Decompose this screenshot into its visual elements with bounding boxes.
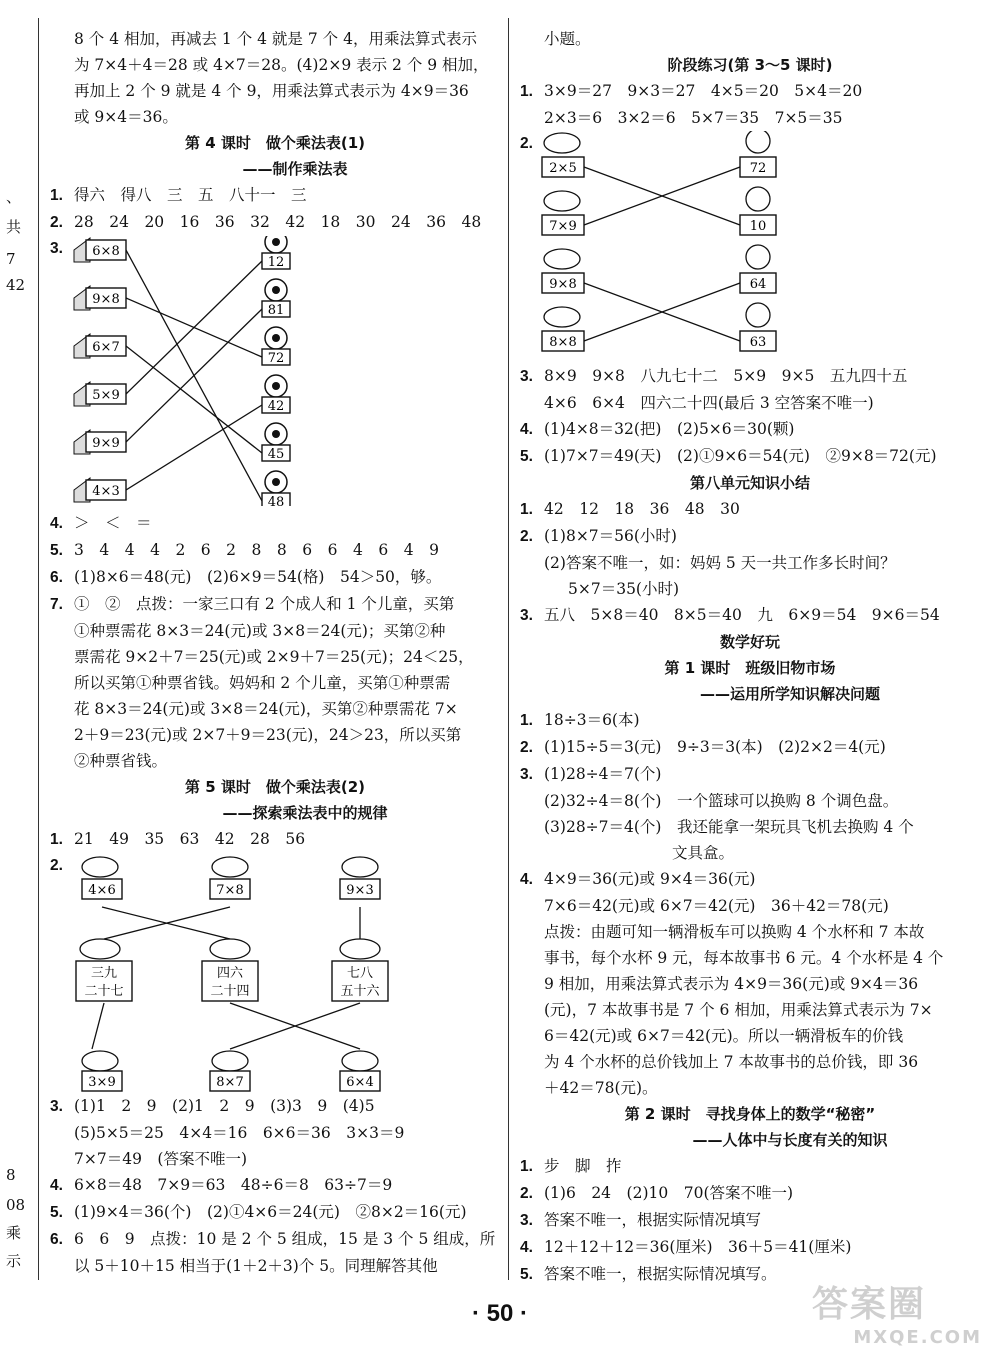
- lesson5-subtitle: ——探索乘法表中的规律: [222, 804, 388, 822]
- card-label: 48: [267, 495, 285, 506]
- card-label: 七八: [346, 966, 374, 981]
- l4-q3-matching: [50, 236, 500, 506]
- goal-net-icon: [74, 238, 90, 502]
- card-label: 63: [749, 335, 767, 350]
- card-label: 2×5: [549, 161, 577, 176]
- s-q4: (1)4×8＝32(把) (2)5×6＝30(颗): [544, 420, 795, 438]
- card-label: 9×3: [346, 883, 374, 898]
- q-num: 1.: [520, 1158, 533, 1175]
- q-num: 1.: [520, 712, 533, 729]
- q-num: 3.: [520, 1212, 533, 1229]
- matching-lines: [584, 167, 740, 341]
- fish-icon: [80, 939, 380, 959]
- l4-q7-line: 所以买第①种票省钱。妈妈和 2 个儿童，买第①种票需: [74, 674, 451, 692]
- card-label: 6×7: [92, 340, 120, 355]
- f2-q3: 答案不唯一，根据实际情况填写: [544, 1211, 762, 1229]
- q-num: 3.: [520, 766, 533, 783]
- card-label: 3×9: [88, 1075, 116, 1090]
- q-num: 4.: [520, 871, 533, 888]
- card-label: 二十四: [210, 984, 250, 999]
- l5-q3: 7×7＝49 (答案不唯一): [74, 1150, 248, 1168]
- intro-line: 或 9×4＝36。: [74, 108, 178, 126]
- l5-q2-diagram: [70, 853, 490, 1093]
- q-num: 5.: [520, 448, 533, 465]
- edge-char: 示: [6, 1252, 22, 1270]
- stage-title: 阶段练习(第 3～5 课时): [667, 56, 833, 74]
- fun-l2-subtitle: ——人体中与长度有关的知识: [692, 1131, 888, 1149]
- continued-text: 小题。: [544, 30, 591, 48]
- card-label: 10: [749, 219, 767, 234]
- f1-q4-tip: 9 相加，用乘法算式表示为 4×9＝36(元)或 9×4＝36: [544, 975, 919, 993]
- s-q3: 4×6 6×4 四六二十四(最后 3 空答案不唯一): [544, 394, 874, 412]
- card-label: 6×8: [92, 244, 120, 259]
- l4-q5: 3 4 4 4 2 6 2 8 8 6 6 4 6 4 9: [74, 541, 439, 559]
- s-q2-diagram: [540, 131, 800, 363]
- u-q1: 42 12 18 36 48 30: [544, 500, 740, 518]
- u-q2: (2)答案不唯一，如：妈妈 5 天一共工作多长时间？: [544, 554, 896, 572]
- intro-line: 再加上 2 个 9 就是 4 个 9，用乘法算式表示为 4×9＝36: [74, 82, 469, 100]
- l5-q6: 6 6 9 点拨：10 是 2 个 5 组成，15 是 3 个 5 组成，所: [74, 1230, 496, 1248]
- matching-lines: [126, 250, 262, 501]
- card-label: 5×9: [92, 388, 120, 403]
- card-label: 三九: [90, 966, 118, 981]
- f1-q4-tip: 事书，每个水杯 9 元，每本故事书 6 元。4 个水杯是 4 个: [544, 949, 944, 967]
- l4-q3-diagram: [70, 236, 370, 506]
- card-label: 6×4: [346, 1075, 374, 1090]
- card-label: 72: [749, 161, 767, 176]
- intro-line: 为 7×4＋4＝28 或 4×7＝28。(4)2×9 表示 2 个 9 相加，: [74, 56, 489, 74]
- f1-q4-tip: (元)，7 本故事书是 7 个 6 相加，用乘法算式表示为 7×: [544, 1001, 933, 1019]
- l4-q7-line: ①种票需花 8×3＝24(元)或 3×8＝24(元)；买第②种: [74, 622, 446, 640]
- f1-q4-tip: ＋42＝78(元)。: [544, 1079, 658, 1097]
- l4-q6: (1)8×6＝48(元) (2)6×9＝54(格) 54＞50，够。: [74, 568, 442, 586]
- card-label: 72: [267, 351, 285, 366]
- l5-q6: 以 5＋10＋15 相当于(1＋2＋3)个 5。同理解答其他: [74, 1257, 438, 1275]
- f1-q4: 4×9＝36(元)或 9×4＝36(元): [544, 870, 756, 888]
- right-column: [520, 26, 980, 1288]
- edge-char: 08: [6, 1196, 26, 1214]
- card-label: 8×8: [549, 335, 577, 350]
- card-label: 二十七: [84, 984, 124, 999]
- q-num: 2.: [520, 1185, 533, 1202]
- f1-q4-tip: 6＝42(元)或 6×7＝42(元)。所以一辆滑板车的价钱: [544, 1027, 904, 1045]
- card-label: 五十六: [340, 984, 380, 999]
- left-column: [50, 26, 500, 1279]
- edge-char: 42: [6, 276, 26, 294]
- q-num: 5.: [520, 1266, 533, 1283]
- unit8-title: 第八单元知识小结: [689, 474, 810, 492]
- edge-char: 乘: [6, 1224, 22, 1242]
- q-num: 1.: [50, 831, 63, 848]
- column-divider: [508, 18, 509, 1280]
- edge-char: 、: [6, 188, 22, 206]
- l4-q1: 得六 得八 三 五 八十一 三: [74, 186, 307, 204]
- card-label: 12: [267, 255, 285, 270]
- l4-q7-line: 花 8×3＝24(元)或 3×8＝24(元)，买第②种票需花 7×: [74, 700, 458, 718]
- l4-q4: ＞ ＜ ＝: [74, 514, 152, 532]
- fun-l1-subtitle: ——运用所学知识解决问题: [699, 685, 880, 703]
- q-num: 2.: [520, 135, 533, 152]
- q-num: 6.: [50, 1231, 63, 1248]
- q-num: 3.: [50, 240, 63, 257]
- f2-q5: 答案不唯一，根据实际情况填写。: [544, 1265, 777, 1283]
- left-edge-fragments: [0, 0, 36, 1300]
- l5-q1: 21 49 35 63 42 28 56: [74, 830, 306, 848]
- lesson4-title: 第 4 课时 做个乘法表(1): [184, 134, 366, 152]
- l4-q7-line: ②种票省钱。: [74, 752, 168, 770]
- l4-q2: 28 24 20 16 36 32 42 18 30 24 36 48: [74, 213, 482, 231]
- s-q2-matching: [520, 131, 980, 363]
- page-number: · 50 ·: [471, 1300, 528, 1327]
- f1-q4-tip: 点拨：由题可知一辆滑板车可以换购 4 个水杯和 7 本故: [544, 923, 925, 941]
- f1-q3: (2)32÷4＝8(个) 一个篮球可以换购 8 个调色盘。: [544, 792, 899, 810]
- f1-q1: 18÷3＝6(本): [544, 711, 640, 729]
- edge-char: 共: [6, 218, 22, 236]
- card-label: 64: [749, 277, 767, 292]
- edge-char: 8: [6, 1166, 16, 1184]
- f1-q3: (3)28÷7＝4(个) 我还能拿一架玩具飞机去换购 4 个: [544, 818, 914, 836]
- lesson5-title: 第 5 课时 做个乘法表(2): [184, 778, 366, 796]
- l5-q3: (1)1 2 9 (2)1 2 9 (3)3 9 (4)5: [74, 1097, 375, 1115]
- q-num: 3.: [520, 368, 533, 385]
- card-label: 4×6: [88, 883, 116, 898]
- card-label: 8×7: [216, 1075, 244, 1090]
- card-label: 4×3: [92, 484, 120, 499]
- f1-q4-tip: 为 4 个水杯的总价钱加上 7 本故事书的总价钱，即 36: [544, 1053, 919, 1071]
- q-num: 3.: [520, 607, 533, 624]
- q-num: 2.: [50, 857, 63, 874]
- q-num: 2.: [50, 214, 63, 231]
- l4-q7-line: 票需花 9×2＋7＝25(元)或 2×9＋7＝25(元)；24＜25，: [74, 648, 474, 666]
- card-label: 7×9: [549, 219, 577, 234]
- q-num: 1.: [520, 83, 533, 100]
- lesson4-subtitle: ——制作乘法表: [242, 160, 348, 178]
- card-label: 9×9: [92, 436, 120, 451]
- q-num: 6.: [50, 569, 63, 586]
- fun-l2-title: 第 2 课时 寻找身体上的数学“秘密”: [624, 1105, 876, 1123]
- l4-q7-line: ① ② 点拨：一家三口有 2 个成人和 1 个儿童，买第: [74, 595, 455, 613]
- card-label: 9×8: [92, 292, 120, 307]
- intro-line: 8 个 4 相加，再减去 1 个 4 就是 7 个 4，用乘法算式表示: [74, 30, 477, 48]
- f2-q4: 12＋12＋12＝36(厘米) 36＋5＝41(厘米): [544, 1238, 852, 1256]
- watermark-text: 答案圈: [812, 1284, 927, 1325]
- f1-q3: (1)28÷4＝7(个): [544, 765, 662, 783]
- s-q3: 8×9 9×8 八九七十二 5×9 9×5 五九四十五: [544, 367, 908, 385]
- q-num: 4.: [50, 1177, 63, 1194]
- q-num: 1.: [520, 501, 533, 518]
- u-q3: 五八 5×8＝40 8×5＝40 九 6×9＝54 9×6＝54: [544, 606, 940, 624]
- f2-q1: 步 脚 拃: [544, 1157, 622, 1175]
- s-q5: (1)7×7＝49(天) (2)①9×6＝54(元) ②9×8＝72(元): [544, 447, 937, 465]
- watermark-url: MXQE.COM: [853, 1327, 982, 1348]
- q-num: 5.: [50, 542, 63, 559]
- card-label: 45: [267, 447, 285, 462]
- l5-q3: (5)5×5＝25 4×4＝16 6×6＝36 3×3＝9: [74, 1124, 405, 1142]
- card-label: 81: [267, 303, 285, 318]
- f2-q2: (1)6 24 (2)10 70(答案不唯一): [544, 1184, 794, 1202]
- u-q2: 5×7＝35(小时): [568, 580, 680, 598]
- watermark-logo: [812, 1276, 982, 1356]
- q-num: 4.: [520, 1239, 533, 1256]
- q-num: 7.: [50, 596, 63, 613]
- q-num: 2.: [520, 739, 533, 756]
- q-num: 3.: [50, 1098, 63, 1115]
- f1-q2: (1)15÷5＝3(元) 9÷3＝3(本) (2)2×2＝4(元): [544, 738, 886, 756]
- card-label: 四六: [216, 966, 244, 981]
- q-num: 4.: [520, 421, 533, 438]
- q-num: 5.: [50, 1204, 63, 1221]
- fun-title: 数学好玩: [719, 633, 780, 651]
- q-num: 4.: [50, 515, 63, 532]
- u-q2: (1)8×7＝56(小时): [544, 527, 677, 545]
- card-label: 9×8: [549, 277, 577, 292]
- l5-q4: 6×8＝48 7×9＝63 48÷6＝8 63÷7＝9: [74, 1176, 393, 1194]
- f1-q3: 文具盒。: [672, 844, 735, 862]
- l5-q5: (1)9×4＝36(个) (2)①4×6＝24(元) ②8×2＝16(元): [74, 1203, 467, 1221]
- card-label: 7×8: [216, 883, 244, 898]
- edge-char: 7: [6, 250, 16, 268]
- f1-q4: 7×6＝42(元)或 6×7＝42(元) 36＋42＝78(元): [544, 897, 889, 915]
- card-label: 42: [267, 399, 285, 414]
- left-margin-line: [38, 18, 39, 1280]
- q-num: 2.: [520, 528, 533, 545]
- s-q1: 3×9＝27 9×3＝27 4×5＝20 5×4＝20: [544, 82, 863, 100]
- l5-q2-matching: [50, 853, 500, 1093]
- q-num: 1.: [50, 187, 63, 204]
- s-q1: 2×3＝6 3×2＝6 5×7＝35 7×5＝35: [544, 109, 843, 127]
- fun-l1-title: 第 1 课时 班级旧物市场: [664, 659, 836, 677]
- l4-q7-line: 2＋9＝23(元)或 2×7＋9＝23(元)，24＞23，所以买第: [74, 726, 462, 744]
